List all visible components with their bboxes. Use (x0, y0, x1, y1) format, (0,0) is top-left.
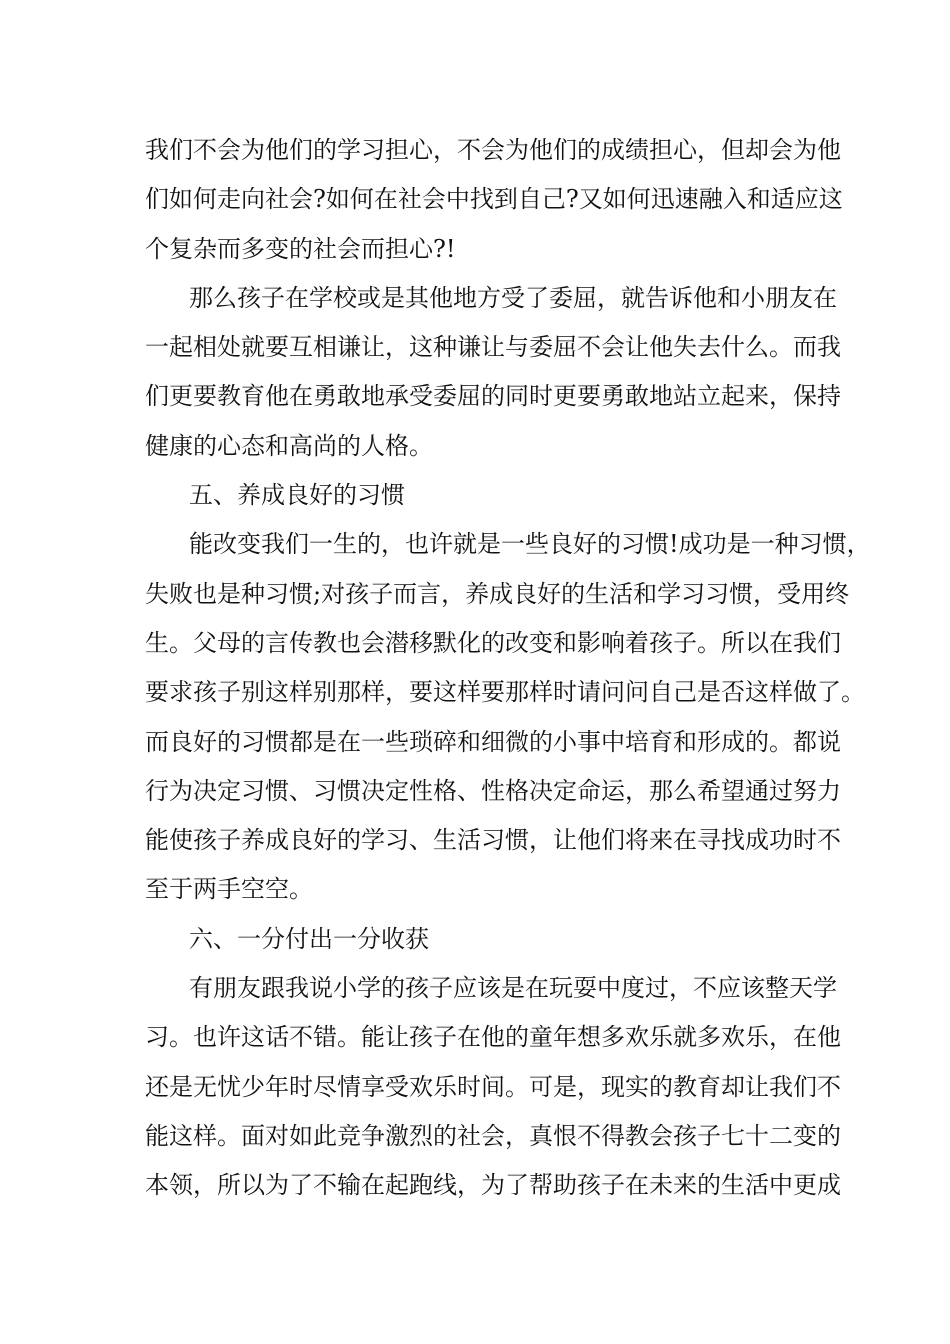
text-line: 失败也是种习惯;对孩子而言，养成良好的生活和学习习惯，受用终 (145, 579, 850, 608)
text-line: 生。父母的言传教也会潜移默化的改变和影响着孩子。所以在我们 (145, 628, 841, 657)
text-line: 们更要教育他在勇敢地承受委屈的同时更要勇敢地站立起来，保持 (145, 382, 841, 411)
text-line: 有朋友跟我说小学的孩子应该是在玩耍中度过，不应该整天学 (189, 974, 837, 1003)
text-line: 本领，所以为了不输在起跑线，为了帮助孩子在未来的生活中更成 (145, 1171, 841, 1200)
text-line: 我们不会为他们的学习担心，不会为他们的成绩担心，但却会为他 (145, 136, 841, 164)
text-line: 六、一分付出一分收获 (189, 924, 429, 953)
text-line: 一起相处就要互相谦让，这种谦让与委屈不会让他失去什么。而我 (145, 333, 841, 362)
text-line: 能这样。面对如此竞争激烈的社会，真恨不得教会孩子七十二变的 (145, 1121, 841, 1150)
text-line: 至于两手空空。 (145, 875, 313, 904)
text-line: 能改变我们一生的，也许就是一些良好的习惯!成功是一种习惯， (189, 530, 871, 559)
text-line: 而良好的习惯都是在一些琐碎和细微的小事中培育和形成的。都说 (145, 727, 841, 756)
text-line: 行为决定习惯、习惯决定性格、性格决定命运，那么希望通过努力 (145, 776, 841, 805)
text-line: 那么孩子在学校或是其他地方受了委屈，就告诉他和小朋友在 (189, 283, 837, 312)
text-line: 五、养成良好的习惯 (189, 481, 405, 510)
text-line: 们如何走向社会?如何在社会中找到自己?又如何迅速融入和适应这 (145, 185, 843, 214)
text-line: 还是无忧少年时尽情享受欢乐时间。可是，现实的教育却让我们不 (145, 1072, 841, 1101)
text-line: 个复杂而多变的社会而担心?! (145, 234, 456, 263)
text-line: 习。也许这话不错。能让孩子在他的童年想多欢乐就多欢乐，在他 (145, 1023, 841, 1052)
text-line: 能使孩子养成良好的学习、生活习惯，让他们将来在寻找成功时不 (145, 826, 841, 855)
body-text (145, 126, 871, 1211)
text-line: 健康的心态和高尚的人格。 (145, 431, 433, 460)
text-line: 要求孩子别这样别那样，要这样要那样时请问问自己是否这样做了。 (145, 678, 865, 707)
